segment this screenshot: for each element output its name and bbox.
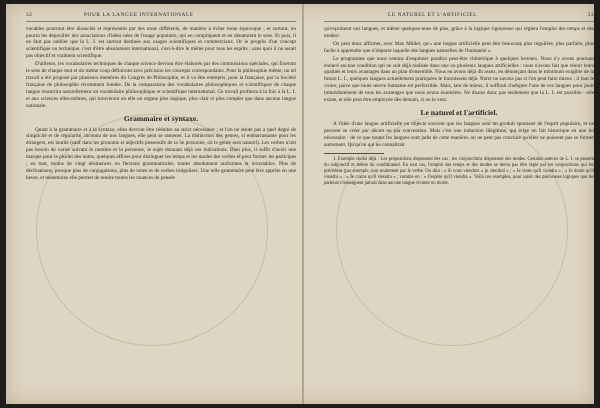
page-number: 33: [587, 12, 594, 18]
book-spread: [6, 4, 594, 404]
page-number: 32: [26, 12, 33, 18]
paragraph: D'ailleurs, les vocabulaires techniques de chaque science devront être élaborés par des commissions spéciales, qui fixeront le sens de chaque mot et du même coup définiront avec précision les concepts correspondants. Pour la philosophie même, un tel travail a été proposé par plusieurs membres du Congrès de Philosophie, et il va être entrepris, pour la française, par la Société française de philosophie récemment fondée. De la comparaison des vocabulaires philosophiques et scientifiques de chaque langue ressortira naturellement un vocabulaire philosophique et scientifique international. Ce travail profitera à la fois à la L. I. et aux sciences elles-mêmes, qui trouveront en elle un organe plus logique, plus clair et plus complet que dans aucune langue nationale.: [26, 61, 296, 109]
footnote: 1. Exemple choisi déjà : Les prépositions dispensent des cas ; les conjonctions dispensent des modes. Certains auteurs de L. I. se passent du subjonctif et même du conditionnel. En tout cas, l'emploi des temps et des modes se devra pas être réglé par les conjonctions qui les précèdent (par exemple, non seulement par le verbe. On dira : « Si vous viendrez » je viendrai » ; « Je viens qu'il viendra » ; « Je doute qu'il viendra » ; « Je crains qu'il viendra » ; comme en : « J'espère qu'il viendra ». Voilà ces exemples, pour saisir des précieuses logiques que les parleurs n'enseignent jamais dans aucune langue vivante ou morte.: [324, 157, 594, 186]
paragraph: qu'expriment nos langues, et même quelques-unes de plus, grâce à la logique rigoureuse qui règlera l'emploi des temps et des modes¹.: [324, 25, 594, 39]
paragraph: Quant à la grammaire et à la syntaxe, elles devront être réduites au strict nécessaire ; et l'on ne doute pas à quel degré de simplicité et de régularité, inconnu de nos langues, elle peut se ramener. La distinction des genres, si embarrassante pour les étrangers, est inutile (sauf dans les pronoms et adjectifs possessifs de la 3e personne, où le genre sera naturel). Les verbes n'ont pas besoin de varier suivant le nombre et la personne, le sujet donnant déjà ces indications. Bien plus, il suffit d'avoir une marque pour le pluriel des noms, quelques affixes pour distinguer les temps et les modes des verbes et pour former les participes ; en tout, moins de vingt désinences ou flexions grammaticales, toutes absolument uniformes et invariables. Plus de déclinaisons, presque plus de conjugaisons, plus de noms et de verbes irréguliers. Une telle grammaire peut être apprise en une heure, et néanmoins elle permet de rendre toutes les nuances de pensée: [26, 126, 296, 181]
section-title: Le naturel et l'artificiel.: [420, 107, 498, 117]
left-page-header: [26, 12, 296, 26]
left-page: [26, 4, 296, 404]
footnote-rule: [324, 153, 384, 154]
paragraph: On peut donc affirmer, avec Max Müller, qu'« une langue artificielle peut être beaucoup plus régulière, plus parfaite, plus facile à apprendre que n'importe laquelle des langues naturelles de l'humanité ».: [324, 40, 594, 54]
paragraph: vocables pourront être dissociés et représentés par des mots différents, de manière à éviter toute équivoque ; et surtout, on pourra les dépouiller des associations d'idées nées de l'usage populaire, qui en compliquent et en dénaturent le sens. Et puis, il ne faut pas oublier que la L. I. est surtout destinée aux usages scientifiques et commerciaux. Or le progrès d'un concept scientifique ou technique, c'est d'être absolument international, c'est-à-dire le même pour tous les esprits ; sans quoi il ne serait pas objectif et vraiment scientifique.: [26, 25, 296, 60]
right-page-header: [324, 12, 594, 26]
paragraph: A l'idée d'une langue artificielle on objecte souvent que les langues sont un produit spontané de l'esprit populaire, et ne peuvent se créer par décret ou par convention. Mais c'est une induction illégitime, qui érige un fait historique en une loi nécessaire : de ce que toutes les langues sont jadis de cette manière, on ne peut pas conclure qu'elles ne puissent pas se former autrement. Qu'qu'on qui ne connaîtrait: [324, 120, 594, 148]
header-rule: [26, 21, 296, 22]
paragraph: Le programme que nous venons d'esquisser paraîtra peut-être chimérique à quelques lecteurs. Nous n'y avons pourtant énoncé aucune condition qui ne soit déjà réalisée dans une ou plusieurs langues artificielles : nous n'avons fait que réunir leurs qualités et leurs avantages dans un plan d'ensemble. Nous en avons déjà dit assez, en dénonçant dans le minimum exigible de la future L. I., quelques langues actuellement pratiquées le fournissent déjà. Notre ne savons pas si l'on peut faire mieux ; il faut le croire, parce que toute œuvre humaine est perfectible. Mais, tant de mieux, il suffirait d'adopter l'une de ces langues pour jouir immédiatement de tous les avantages que nous avons énumérés. Ne disons donc pas seulement que la L. I. est possible : elle existe, et elle peut être employée dès demain, si on le veut.: [324, 55, 594, 104]
header-rule: [324, 21, 594, 22]
section-title: Grammaire et syntaxe.: [123, 113, 199, 123]
running-head: POUR LA LANGUE INTERNATIONALE: [84, 12, 194, 18]
book-gutter: [302, 4, 304, 404]
right-page: [324, 4, 594, 404]
running-head: LE NATUREL ET L'ARTIFICIEL: [388, 12, 478, 18]
